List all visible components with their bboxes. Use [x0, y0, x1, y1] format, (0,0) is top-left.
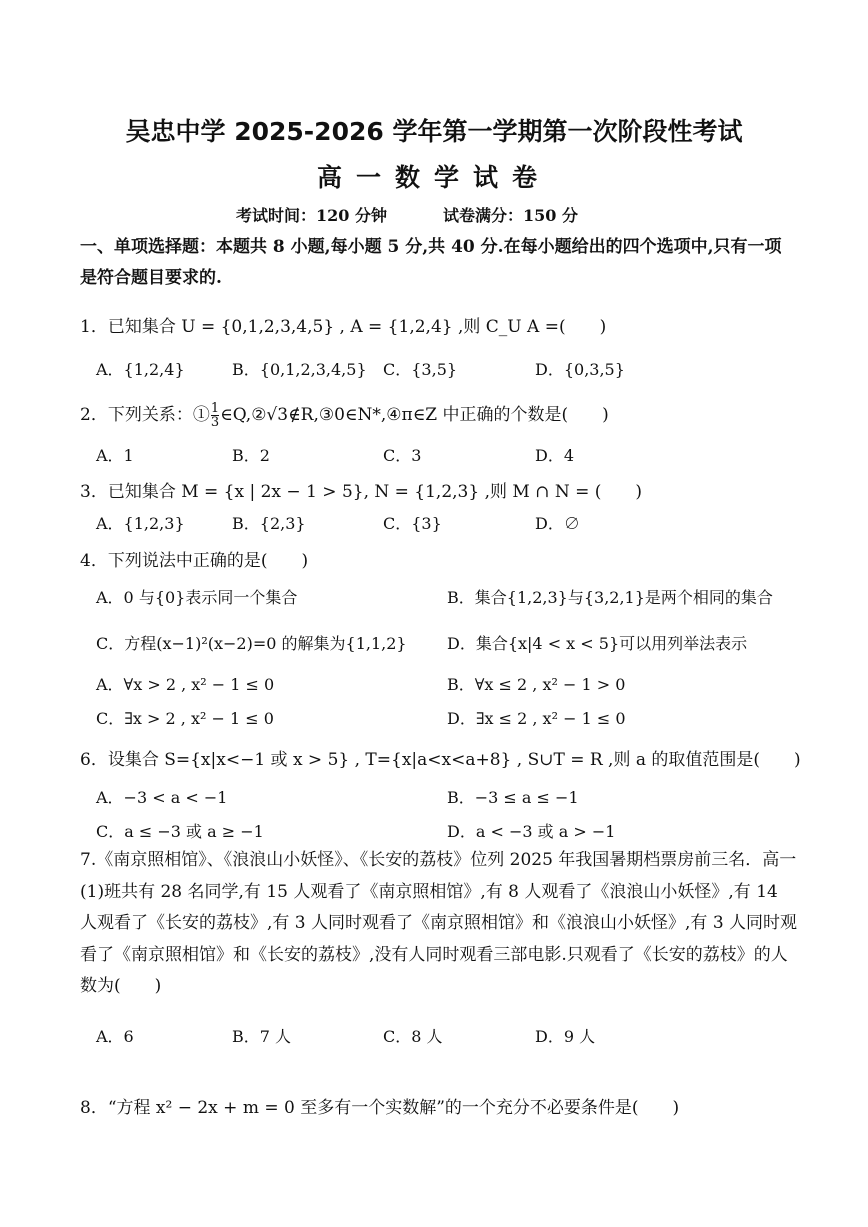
q5-option-c: C．∃x > 2 , x² − 1 ≤ 0: [96, 709, 274, 728]
q1-option-d: D．{0,3,5}: [535, 360, 625, 379]
q2-option-c: C．3: [383, 446, 422, 465]
q2-rest: ∈Q,②√3∉R,③0∈N*,④π∈Z 中正确的个数是( ): [220, 405, 609, 425]
q5-option-a: A．∀x > 2 , x² − 1 ≤ 0: [96, 675, 275, 694]
question-4-stem: 4．下列说法中正确的是( ): [80, 551, 309, 571]
q5-option-d: D．∃x ≤ 2 , x² − 1 ≤ 0: [447, 709, 626, 728]
q7-option-d: D．9 人: [535, 1027, 596, 1046]
q2-option-b: B．2: [232, 446, 270, 465]
exam-score: 试卷满分：150 分: [443, 206, 578, 225]
section-heading: 一、单项选择题：本题共 8 小题,每小题 5 分,共 40 分.在每小题给出的四个选项中,只有一项是符合题目要求的.: [80, 237, 782, 288]
exam-subtitle: 高一数学试卷: [316, 163, 551, 192]
question-3-stem: 3．已知集合 M = {x | 2x − 1 > 5}, N = {1,2,3} ,则 M ∩ N = ( ): [80, 482, 643, 502]
q6-option-a: A．−3 < a < −1: [96, 788, 228, 807]
q3-option-a: A．{1,2,3}: [96, 514, 185, 533]
q5-option-b: B．∀x ≤ 2 , x² − 1 > 0: [447, 675, 626, 694]
q1-option-a: A．{1,2,4}: [96, 360, 185, 379]
q2-fraction: [211, 402, 219, 429]
q1-option-c: C．{3,5}: [383, 360, 458, 379]
q2-circle-1: ①: [192, 405, 210, 425]
q7-option-b: B．7 人: [232, 1027, 292, 1046]
q7-option-a: A．6: [96, 1027, 134, 1046]
question-7-text: 7.《南京照相馆》、《浪浪山小妖怪》、《长安的荔枝》位列 2025 年我国暑期档票房前三名．高一(1)班共有 28 名同学,有 15 人观看了《南京照相馆》,有 8 人观看了《浪浪山小妖怪》,有 14 人观看了《长安的荔枝》,有 3 人同时观看了《南京照相馆》和《浪浪山小妖怪》,有 3 人同时观看了《南京照相馆》和《长安的荔枝》,没有人同时观看三部电影.只观看了《长安的荔枝》的人数为( ): [80, 850, 798, 996]
q6-option-c: C．a ≤ −3 或 a ≥ −1: [96, 822, 264, 841]
q3-option-b: B．{2,3}: [232, 514, 306, 533]
question-1-stem: 1．已知集合 U = {0,1,2,3,4,5} , A = {1,2,4} ,则 C_U A =( ): [80, 317, 607, 337]
q4-option-a: A．0 与{0}表示同一个集合: [96, 588, 298, 607]
q6-option-b: B．−3 ≤ a ≤ −1: [447, 788, 579, 807]
question-8-stem: 8．“方程 x² − 2x + m = 0 至多有一个实数解”的一个充分不必要条件是( ): [80, 1098, 680, 1118]
q2-option-d: D．4: [535, 446, 575, 465]
q3-option-d: D．∅: [535, 514, 580, 533]
q1-option-b: B．{0,1,2,3,4,5}: [232, 360, 367, 379]
question-6-stem: 6．设集合 S={x|x<−1 或 x > 5} , T={x|a<x<a+8} , S∪T = R ,则 a 的取值范围是( ): [80, 750, 801, 770]
q6-option-d: D．a < −3 或 a > −1: [447, 822, 616, 841]
question-2-stem: [80, 400, 609, 429]
q3-option-c: C．{3}: [383, 514, 442, 533]
q7-option-c: C．8 人: [383, 1027, 443, 1046]
q4-option-b: B．集合{1,2,3}与{3,2,1}是两个相同的集合: [447, 588, 773, 607]
q2-option-a: A．1: [96, 446, 134, 465]
exam-time: 考试时间：120 分钟: [236, 206, 387, 225]
q4-option-d: D．集合{x|4 < x < 5}可以用列举法表示: [447, 634, 748, 653]
exam-title: 吴忠中学 2025-2026 学年第一学期第一次阶段性考试: [125, 117, 743, 146]
q2-fraction-denominator: 3: [210, 415, 220, 430]
q2-number: 2．下列关系：: [80, 405, 193, 425]
q4-option-c: C．方程(x−1)²(x−2)=0 的解集为{1,1,2}: [96, 634, 407, 653]
q2-fraction-numerator: 1: [210, 401, 220, 416]
